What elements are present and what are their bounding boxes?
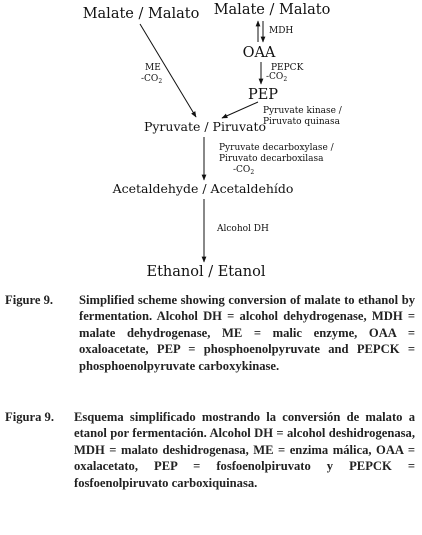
label-alcohol-dh: Alcohol DH — [217, 224, 269, 234]
node-malate-right: Malate / Malato — [213, 2, 331, 18]
caption-spanish — [5, 409, 415, 491]
label-pyruvate-kinase-2: Piruvato quinasa — [263, 117, 340, 127]
arrow-pep-to-pyruvate — [222, 102, 258, 118]
label-pepck-co2: $-CO_2$ — [266, 72, 288, 83]
label-pyruvate-decarboxylase-2: Piruvato decarboxilasa — [219, 154, 324, 164]
caption-english-label: Figure 9. — [5, 293, 54, 307]
node-oaa: OAA — [242, 45, 276, 61]
caption-spanish-label: Figura 9. — [5, 410, 54, 424]
label-mdh: MDH — [269, 26, 294, 36]
label-pepck: PEPCK — [271, 63, 304, 73]
caption-english-text: Simplified scheme showing conversion of malate to ethanol by fermentation. Alcohol DH = alcohol dehydrogenase, MDH = malate dehydrogenase, ME = malic enzyme, OAA = oxaloacetate, PEP = phosphoenolpyruvate and PEPCK = phosphoenolpyruvate carboxykinase. — [79, 293, 415, 373]
node-pyruvate: Pyruvate / Piruvato — [143, 119, 267, 134]
caption-spanish-text: Esquema simplificado mostrando la conversión de malato a etanol por fermentación. Alcohol DH = alcohol deshidrogenasa, MDH = malato deshidrogenasa, ME = enzima málica, OAA = oxalacetato, PEP = fosfoenolpiruvato y PEPCK = fosfoenolpiruvato carboxiquinasa. — [74, 410, 415, 490]
node-acetaldehyde: Acetaldehyde / Acetaldehído — [112, 181, 294, 196]
label-pyruvate-kinase-1: Pyruvate kinase / — [263, 106, 342, 116]
node-malate-left: Malate / Malato — [82, 6, 200, 22]
label-me-co2: $-CO_2$ — [141, 74, 163, 85]
label-pyruvate-decarboxylase-1: Pyruvate decarboxylase / — [219, 143, 334, 153]
label-pdc-co2: $-CO_2$ — [233, 165, 255, 176]
label-me: ME — [145, 63, 161, 73]
caption-english — [5, 292, 415, 374]
node-ethanol: Ethanol / Etanol — [146, 264, 266, 280]
node-pep: PEP — [247, 87, 279, 103]
